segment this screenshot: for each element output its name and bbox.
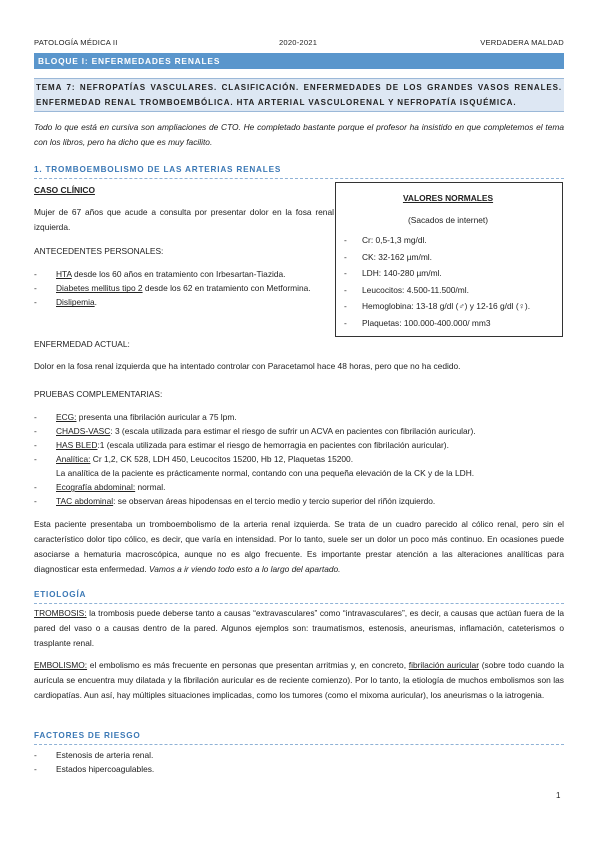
list-item: - CHADS-VASC: 3 (escala utilizada para estimar el riesgo de sufrir un ACVA en pacientes con fibrilación auricular). (34, 424, 564, 438)
pruebas-complementarias (34, 388, 564, 508)
block-banner: BLOQUE I: ENFERMEDADES RENALES (34, 53, 564, 69)
list-item: - CK: 32-162 µm/ml. (344, 249, 552, 266)
enfermedad-actual (34, 338, 564, 372)
list-item: - TAC abdominal: se observan áreas hipodensas en el tercio medio y tercio superior del riñón izquierdo. (34, 494, 564, 508)
page-header (34, 37, 564, 48)
topic-title: TEMA 7: NEFROPATÍAS VASCULARES. CLASIFICACIÓN. ENFERMEDADES DE LOS GRANDES VASOS RENALES. ENFERMEDAD RENAL TROMBOEMBÓLICA. HTA ARTERIAL VASCULORENAL Y NEFROPATÍA ISQUÉMICA. (34, 78, 564, 112)
trombosis-paragraph: TROMBOSIS: la trombosis puede deberse tanto a causas “extravasculares” como “intravasculares”, es decir, a causas que actúan fuera de la pared del vaso o a causas dentro de la pared. Algunos ejemplos son: traumatismos, estenosis, aneurismas, inflamación, cateterismos o trasplante renal. (34, 608, 564, 648)
header-subject: PATOLOGÍA MÉDICA II (34, 38, 118, 47)
header-year: 2020-2021 (279, 38, 318, 47)
section-heading-etiologia: ETIOLOGÍA (34, 589, 564, 604)
list-item: - Diabetes mellitus tipo 2 desde los 62 en tratamiento con Metformina. (34, 281, 334, 295)
intro-note: Todo lo que está en cursiva son ampliaciones de CTO. He completado bastante porque el profesor ha insistido en que completemos el tema con los libros, pero ha dicho que es muy facilito. (34, 122, 564, 147)
list-item: - Cr: 0,5-1,3 mg/dl. (344, 232, 552, 249)
list-item: - Estados hipercoagulables. (34, 762, 564, 776)
riesgo-list-wrap (34, 748, 564, 776)
embolismo-paragraph: EMBOLISMO: el embolismo es más frecuente en personas que presentan arritmias y, en concreto, fibrilación auricular (sobre todo cuando la aurícula se encuentra muy dilatada y la fibrilación auricular es de reciente comienzo). Por lo tanto, la etiología de muchos embolismos son las cardiopatías. Aun así, hay múltiples situaciones implicadas, como los tumores (como el mixoma auricular), los aneurismas o la iatrogenia. (34, 660, 564, 700)
normal-values-title: VALORES NORMALES (402, 193, 494, 203)
page-number: 1 (556, 791, 561, 800)
normal-values-subtitle: (Sacados de internet) (407, 215, 489, 226)
list-item: - Analítica: Cr 1,2, CK 528, LDH 450, Leucocitos 15200, Hb 12, Plaquetas 15200. La analítica de la paciente es prácticamente normal, contando con una pequeña elevación de la CK y de la LDH. (34, 452, 564, 480)
case-title: CASO CLÍNICO (34, 185, 95, 195)
pruebas-title: PRUEBAS COMPLEMENTARIAS: (34, 389, 163, 399)
actual-title: ENFERMEDAD ACTUAL: (34, 339, 130, 349)
list-item: - Hemoglobina: 13-18 g/dl (♂) y 12-16 g/dl (♀). (344, 298, 552, 315)
normal-values-box (335, 182, 563, 337)
list-item: - ECG: presenta una fibrilación auricular a 75 lpm. (34, 410, 564, 424)
antecedentes-list (34, 267, 334, 309)
list-item: - Plaquetas: 100.000-400.000/ mm3 (344, 315, 552, 332)
riesgo-list (34, 748, 564, 776)
section-heading-factores-riesgo: FACTORES DE RIESGO (34, 730, 564, 745)
clinical-case (34, 184, 334, 309)
case-summary: Esta paciente presentaba un tromboembolismo de la arteria renal izquierda. Se trata de un cuadro parecido al cólico renal, pero sin el característico dolor tipo cólico, es decir, que varía en intensidad. Por lo tanto, suele ser un dolor un poco más continuo. En ocasiones puede asociarse a hematuria macroscópica, aunque no es algo frecuente. Es importante prestar atención a las alteraciones analíticas para diagnosticar esta enfermedad. Vamos a ir viendo todo esto a lo largo del apartado. (34, 519, 564, 574)
pruebas-list (34, 410, 564, 508)
list-item: - Dislipemia. (34, 295, 334, 309)
list-item: - HAS BLED:1 (escala utilizada para estimar el riesgo de hemorragia en pacientes con fibrilación auricular). (34, 438, 564, 452)
normal-values-list (344, 232, 552, 331)
list-item: - LDH: 140-280 µm/ml. (344, 265, 552, 282)
list-item: - Ecografía abdominal: normal. (34, 480, 564, 494)
list-item: - Estenosis de arteria renal. (34, 748, 564, 762)
case-text: Mujer de 67 años que acude a consulta por presentar dolor en la fosa renal izquierda. (34, 207, 334, 233)
section-heading-tromboembolismo: 1. TROMBOEMBOLISMO DE LAS ARTERIAS RENALES (34, 164, 564, 179)
list-item: - Leucocitos: 4.500-11.500/ml. (344, 282, 552, 299)
antecedentes-title: ANTECEDENTES PERSONALES: (34, 246, 164, 257)
actual-text: Dolor en la fosa renal izquierda que ha intentado controlar con Paracetamol hace 48 horas, pero que no ha cedido. (34, 361, 461, 372)
header-author: VERDADERA MALDAD (480, 38, 564, 47)
list-item: - HTA desde los 60 años en tratamiento con Irbesartan-Tiazida. (34, 267, 334, 281)
